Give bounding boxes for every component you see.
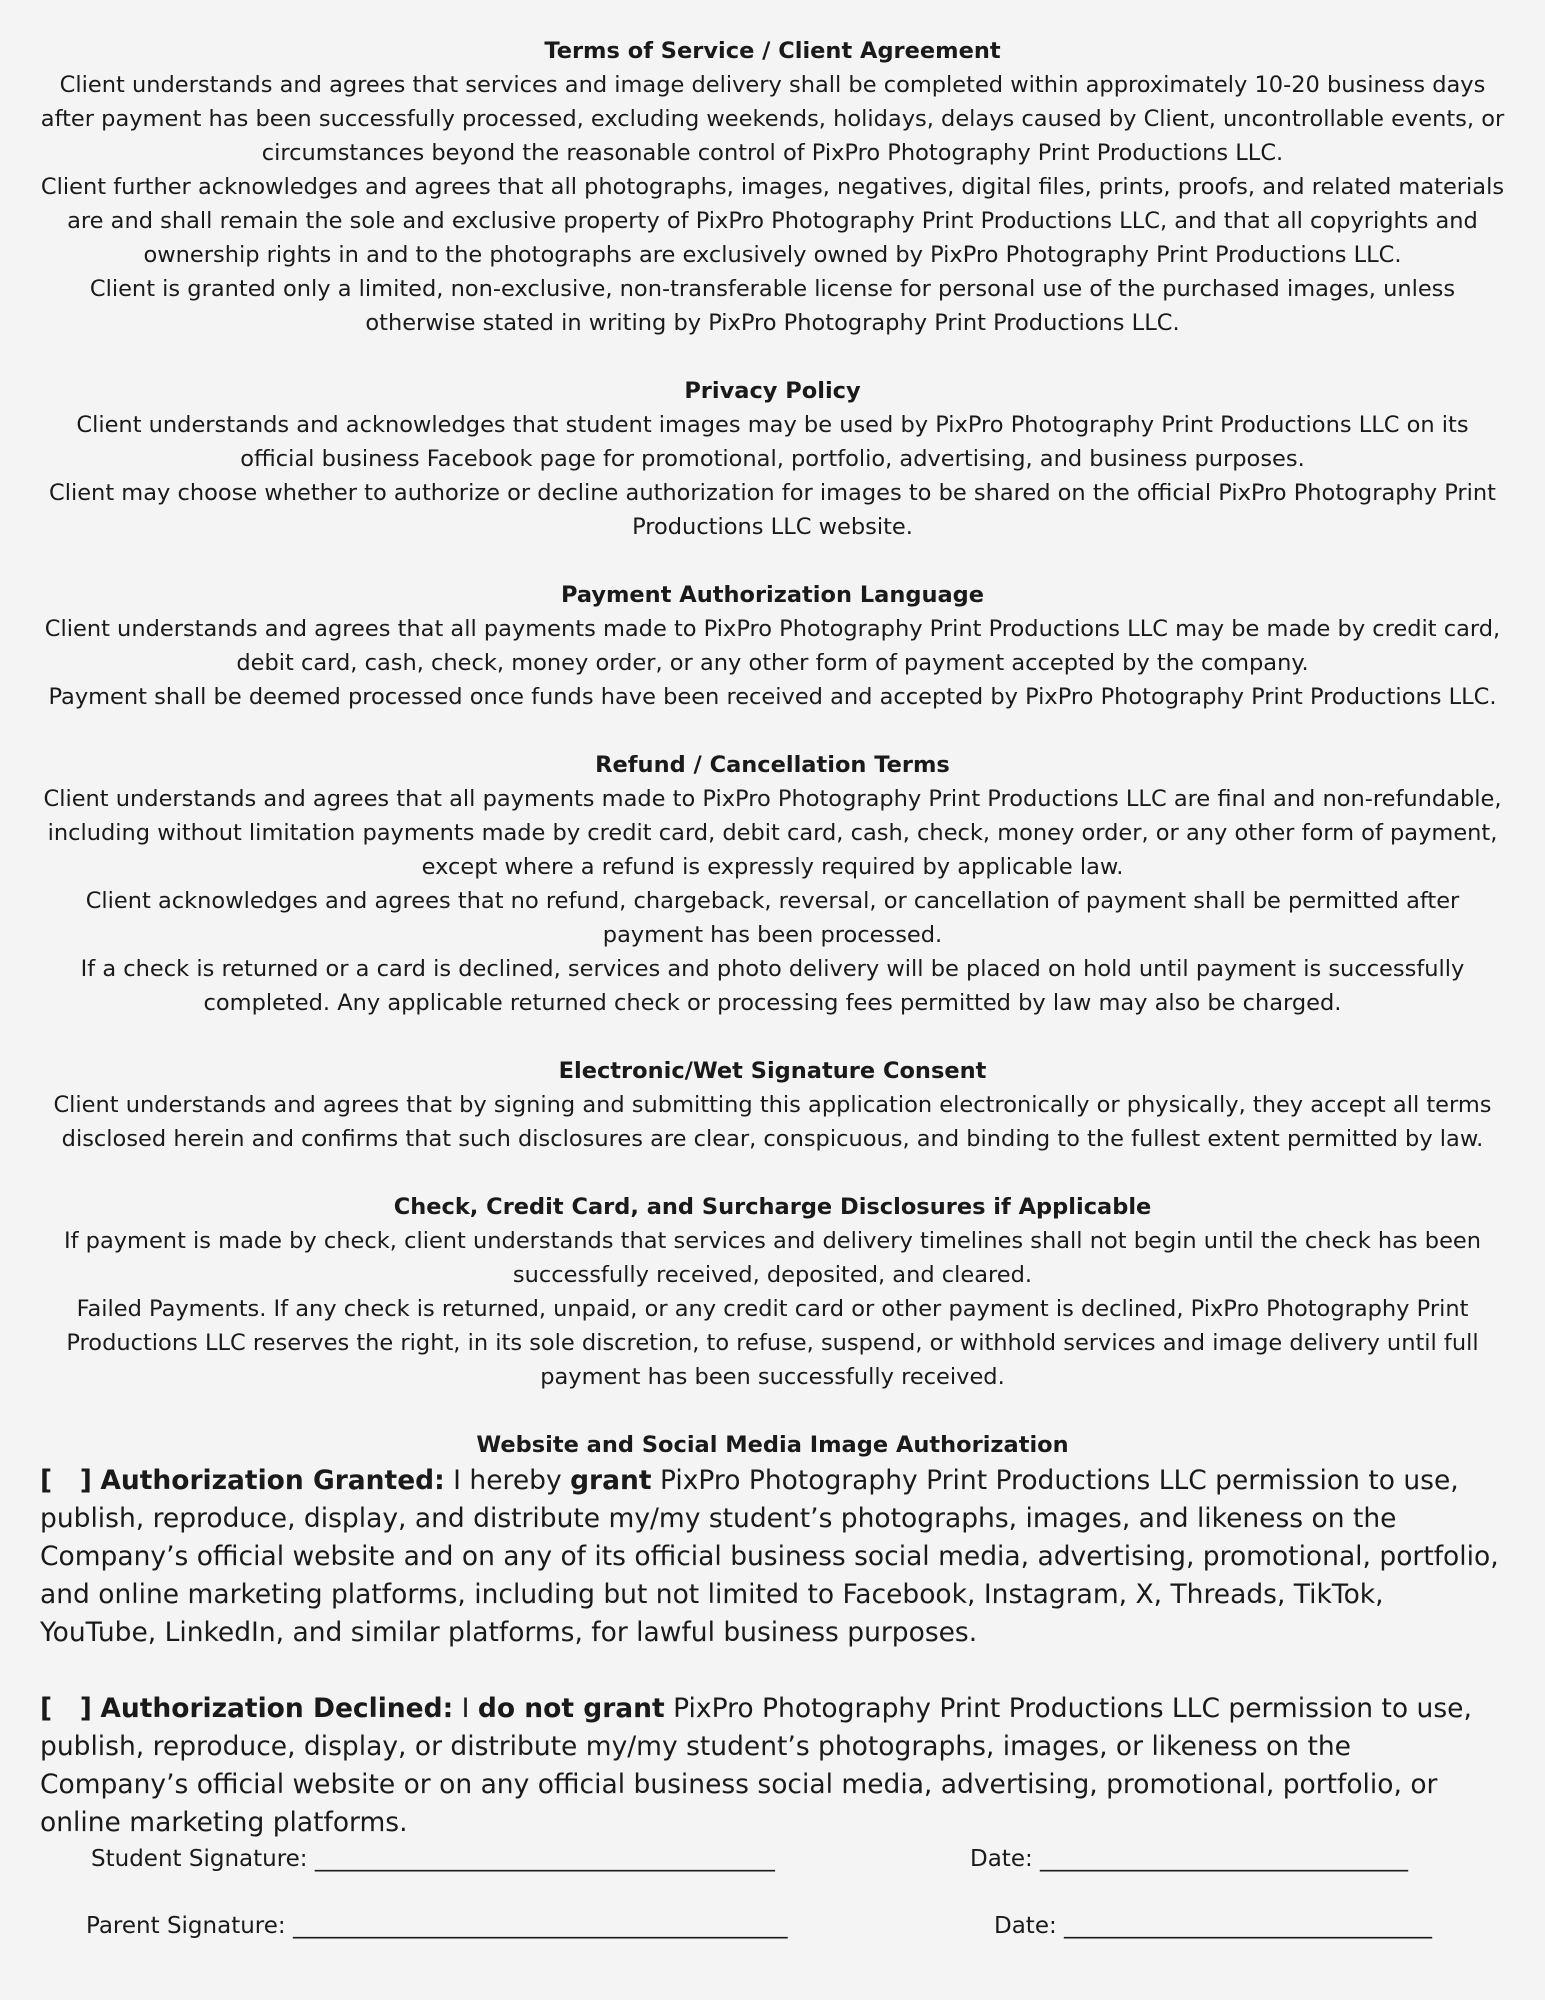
section-title: Refund / Cancellation Terms (595, 752, 950, 778)
authorization-granted-label: Authorization Granted: (100, 1465, 445, 1496)
section-paragraph: Client further acknowledges and agrees that all photographs, images, negatives, digital files, prints, proofs, and related materials are and shall remain the sole and exclusive property of PixPro Photography Print Productions LLC, and that all copyrights and ownership rights in and to the photographs are exclusively owned by PixPro Photography Print Productions LLC. (40, 174, 1505, 268)
authorization-declined-text: PixPro Photography Print Productions LLC permission to use, publish, reproduce, display, or distribute my/my student’s photographs, images, or likeness on the Company’s official website or on any official business social media, advertising, promotional, portfolio, or online marketing platforms. (40, 1693, 1472, 1838)
student-date-line[interactable]: Date: ________________________________ (970, 1846, 1409, 1872)
check-credit-card-section (40, 1190, 1505, 1394)
section-paragraph: If payment is made by check, client understands that services and delivery timelines shall not begin until the check has been successfully received, deposited, and cleared. (63, 1228, 1482, 1288)
authorization-declined-emphasis: do not grant (477, 1693, 665, 1724)
payment-authorization-section (40, 578, 1505, 714)
refund-cancellation-section (40, 748, 1505, 1020)
section-paragraph: If a check is returned or a card is declined, services and photo delivery will be placed on hold until payment is successfully completed. Any applicable returned check or processing fees permitted by law may also be charged. (80, 956, 1465, 1016)
authorization-declined-label: Authorization Declined: (100, 1693, 454, 1724)
section-paragraph: Client acknowledges and agrees that no refund, chargeback, reversal, or cancellation of payment shall be permitted after payment has been processed. (85, 888, 1460, 948)
section-title: Terms of Service / Client Agreement (544, 38, 1001, 64)
authorization-granted-checkbox[interactable]: [ ] (40, 1465, 92, 1496)
section-title: Payment Authorization Language (560, 582, 985, 608)
section-paragraph: Client understands and agrees that services and image delivery shall be completed within approximately 10-20 business days after payment has been successfully processed, excluding weekends, holidays, delays caused by Client, uncontrollable events, or circumstances beyond the reasonable control of PixPro Photography Print Productions LLC. (40, 72, 1505, 166)
authorization-declined-pre: I (453, 1693, 478, 1724)
section-paragraph: Client is granted only a limited, non-exclusive, non-transferable license for personal use of the purchased images, unless otherwise stated in writing by PixPro Photography Print Productions LLC. (89, 276, 1456, 336)
section-paragraph: Client may choose whether to authorize or decline authorization for images to be shared on the official PixPro Photography Print Productions LLC website. (49, 480, 1496, 540)
image-authorization-title: Website and Social Media Image Authorization (476, 1432, 1069, 1458)
authorization-granted-pre: I hereby (444, 1465, 571, 1496)
section-paragraph: Client understands and acknowledges that student images may be used by PixPro Photography Print Productions LLC on its official business Facebook page for promotional, portfolio, advertising, and business purposes. (76, 412, 1469, 472)
privacy-policy-section (40, 374, 1505, 544)
section-title: Electronic/Wet Signature Consent (558, 1058, 987, 1084)
section-title: Check, Credit Card, and Surcharge Disclosures if Applicable (393, 1194, 1152, 1220)
section-title: Privacy Policy (684, 378, 861, 404)
section-paragraph: Client understands and agrees that all payments made to PixPro Photography Print Productions LLC may be made by credit card, debit card, cash, check, money order, or any other form of payment accepted by the company. (44, 616, 1501, 676)
section-paragraph: Failed Payments. If any check is returned, unpaid, or any credit card or other payment is declined, PixPro Photography Print Productions LLC reserves the right, in its sole discretion, to refuse, suspend, or withhold services and image delivery until full payment has been successfully received. (66, 1296, 1479, 1390)
student-signature-line[interactable]: Student Signature: ________________________________________ (91, 1846, 775, 1872)
section-paragraph: Client understands and agrees that all payments made to PixPro Photography Print Productions LLC are final and non-refundable, including without limitation payments made by credit card, debit card, cash, check, money order, or any other form of payment, except where a refund is expressly required by applicable law. (43, 786, 1502, 880)
authorization-declined-option (40, 1690, 1505, 1842)
parent-signature-line[interactable]: Parent Signature: ___________________________________________ (86, 1913, 788, 1939)
authorization-declined-checkbox[interactable]: [ ] (40, 1693, 92, 1724)
signature-consent-section (40, 1054, 1505, 1156)
authorization-granted-emphasis: grant (570, 1465, 652, 1496)
authorization-granted-text: PixPro Photography Print Productions LLC permission to use, publish, reproduce, display, and distribute my/my student’s photographs, images, and likeness on the Company’s official website and on any of its official business social media, advertising, promotional, portfolio, and online marketing platforms, including but not limited to Facebook, Instagram, X, Threads, TikTok, YouTube, LinkedIn, and similar platforms, for lawful business purposes. (40, 1465, 1499, 1648)
authorization-granted-option (40, 1462, 1505, 1652)
section-paragraph: Client understands and agrees that by signing and submitting this application electronically or physically, they accept all terms disclosed herein and confirms that such disclosures are clear, conspicuous, and binding to the fullest extent permitted by law. (53, 1092, 1492, 1152)
terms-of-service-section (40, 34, 1505, 340)
section-paragraph: Payment shall be deemed processed once funds have been received and accepted by PixPro Photography Print Productions LLC. (48, 684, 1497, 710)
parent-date-line[interactable]: Date: ________________________________ (994, 1913, 1433, 1939)
